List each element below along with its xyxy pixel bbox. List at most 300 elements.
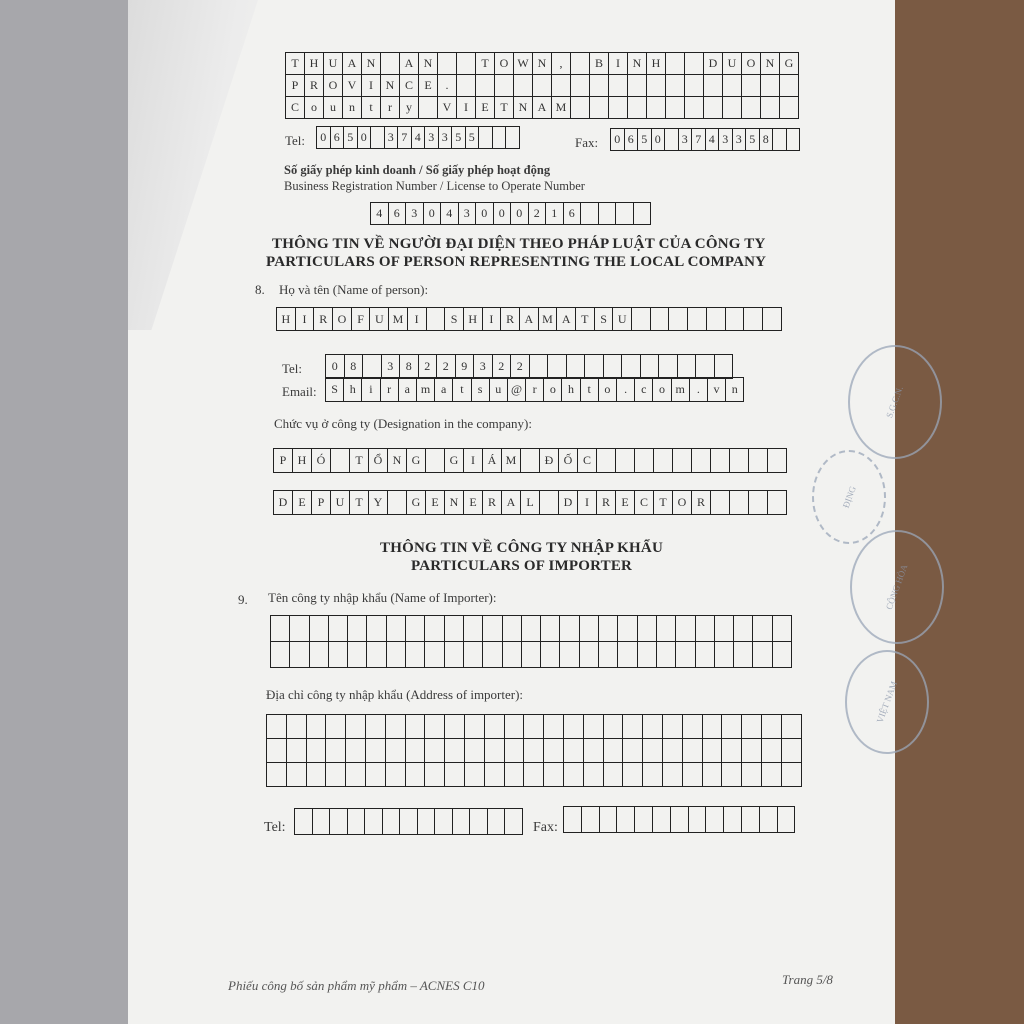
form-cell (532, 74, 552, 97)
form-cell: o (304, 96, 324, 119)
form-cell[interactable] (345, 714, 366, 739)
form-cell (786, 128, 801, 151)
form-cell[interactable] (286, 714, 307, 739)
form-cell: h (561, 377, 580, 402)
form-cell: G (406, 490, 426, 515)
form-cell[interactable] (622, 762, 643, 787)
form-cell (456, 74, 476, 97)
form-cell[interactable] (702, 762, 723, 787)
form-cell[interactable] (656, 641, 676, 668)
form-cell[interactable] (637, 615, 657, 642)
form-cell[interactable] (386, 641, 406, 668)
form-cell: A (399, 52, 419, 75)
form-cell[interactable] (563, 806, 582, 833)
form-cell: 3 (458, 202, 477, 225)
form-cell[interactable] (502, 615, 522, 642)
form-cell: 2 (418, 354, 438, 379)
form-cell[interactable] (581, 806, 600, 833)
form-cell: N (444, 490, 464, 515)
form-cell[interactable] (705, 806, 724, 833)
form-cell (741, 74, 761, 97)
form-cell: 5 (451, 126, 466, 149)
form-cell (772, 128, 787, 151)
form-cell: A (556, 307, 576, 331)
form-cell: m (671, 377, 690, 402)
form-cell[interactable] (469, 808, 488, 835)
form-cell: 4 (440, 202, 459, 225)
form-cell[interactable] (325, 762, 346, 787)
form-cell (426, 307, 446, 331)
form-cell[interactable] (504, 762, 525, 787)
form-cell[interactable] (266, 738, 287, 763)
form-cell (492, 126, 507, 149)
form-cell: r (380, 377, 399, 402)
form-cell: h (343, 377, 362, 402)
form-cell[interactable] (309, 641, 329, 668)
form-cell[interactable] (405, 738, 426, 763)
form-cell: Á (482, 448, 502, 473)
person-tel-label: Tel: (282, 361, 303, 376)
form-cell[interactable] (761, 762, 782, 787)
form-cell: Đ (539, 448, 559, 473)
form-cell[interactable] (563, 738, 584, 763)
desk-background-left (0, 0, 140, 1024)
form-cell: 3 (678, 128, 693, 151)
form-cell[interactable] (266, 714, 287, 739)
form-cell[interactable] (702, 714, 723, 739)
form-cell: O (323, 74, 343, 97)
form-cell: 0 (493, 202, 512, 225)
form-cell[interactable] (603, 762, 624, 787)
form-cell[interactable] (642, 762, 663, 787)
form-cell[interactable] (662, 762, 683, 787)
form-cell[interactable] (309, 615, 329, 642)
form-cell[interactable] (365, 738, 386, 763)
form-cell[interactable] (325, 714, 346, 739)
form-cell[interactable] (504, 714, 525, 739)
form-cell[interactable] (347, 808, 366, 835)
form-cell (646, 96, 666, 119)
form-cell (684, 96, 704, 119)
company-address-grid (285, 52, 798, 118)
form-cell: I (577, 490, 597, 515)
form-cell: C (399, 74, 419, 97)
form-cell[interactable] (642, 714, 663, 739)
form-cell[interactable] (523, 762, 544, 787)
form-cell: P (273, 448, 293, 473)
form-cell[interactable] (504, 808, 523, 835)
form-cell: O (332, 307, 352, 331)
form-cell[interactable] (424, 615, 444, 642)
form-cell: I (608, 52, 628, 75)
desk-background-right (884, 0, 1024, 1024)
form-cell[interactable] (741, 738, 762, 763)
form-cell[interactable] (345, 738, 366, 763)
form-cell[interactable] (312, 808, 331, 835)
form-cell[interactable] (617, 615, 637, 642)
form-cell[interactable] (306, 762, 327, 787)
form-cell (760, 96, 780, 119)
form-cell: U (323, 52, 343, 75)
form-cell[interactable] (405, 762, 426, 787)
form-cell[interactable] (559, 615, 579, 642)
form-cell[interactable] (781, 738, 802, 763)
form-cell: n (342, 96, 362, 119)
form-cell: 6 (388, 202, 407, 225)
footer-document-title: Phiếu công bố sản phẩm mỹ phẩm – ACNES C10 (228, 978, 485, 993)
form-cell: , (551, 52, 571, 75)
form-cell[interactable] (385, 762, 406, 787)
form-cell: G (444, 448, 464, 473)
form-cell: m (416, 377, 435, 402)
form-cell[interactable] (504, 738, 525, 763)
form-cell (631, 307, 651, 331)
importer-name-label: Tên công ty nhập khẩu (Name of Importer): (268, 590, 497, 605)
form-cell (741, 96, 761, 119)
form-cell (603, 354, 623, 379)
form-cell (710, 448, 730, 473)
form-cell[interactable] (622, 714, 643, 739)
form-cell: H (463, 307, 483, 331)
stamp-seal-2-text: ĐỊNG (840, 484, 858, 510)
form-cell[interactable] (365, 714, 386, 739)
form-cell[interactable] (444, 641, 464, 668)
form-cell[interactable] (464, 714, 485, 739)
form-cell[interactable] (286, 762, 307, 787)
form-cell[interactable] (424, 738, 445, 763)
form-cell[interactable] (543, 762, 564, 787)
form-cell[interactable] (452, 808, 471, 835)
form-cell (714, 354, 734, 379)
form-cell (596, 448, 616, 473)
form-cell: P (285, 74, 305, 97)
form-cell[interactable] (286, 738, 307, 763)
form-cell[interactable] (598, 615, 618, 642)
form-cell[interactable] (523, 738, 544, 763)
form-cell (684, 74, 704, 97)
importer-fax-grid[interactable] (563, 806, 794, 832)
form-cell[interactable] (325, 738, 346, 763)
form-cell (640, 354, 660, 379)
form-cell (665, 74, 685, 97)
form-cell[interactable] (487, 808, 506, 835)
form-cell[interactable] (463, 615, 483, 642)
form-cell[interactable] (484, 714, 505, 739)
form-cell (729, 490, 749, 515)
form-cell: M (538, 307, 558, 331)
form-cell[interactable] (366, 641, 386, 668)
form-cell: S (594, 307, 614, 331)
form-cell[interactable] (617, 641, 637, 668)
form-cell[interactable] (405, 714, 426, 739)
form-cell[interactable] (702, 738, 723, 763)
form-cell[interactable] (543, 738, 564, 763)
form-cell[interactable] (695, 615, 715, 642)
form-cell[interactable] (289, 615, 309, 642)
form-cell[interactable] (733, 615, 753, 642)
form-cell: I (463, 448, 483, 473)
form-cell[interactable] (634, 806, 653, 833)
form-cell[interactable] (662, 714, 683, 739)
form-cell (650, 307, 670, 331)
form-cell: T (285, 52, 305, 75)
form-cell (621, 354, 641, 379)
form-cell: 5 (343, 126, 358, 149)
form-cell[interactable] (270, 641, 290, 668)
form-cell: o (652, 377, 671, 402)
importer-name-grid (270, 615, 791, 667)
form-cell[interactable] (714, 615, 734, 642)
form-cell: E (475, 96, 495, 119)
form-cell (370, 126, 385, 149)
form-cell (672, 448, 692, 473)
form-cell[interactable] (675, 615, 695, 642)
form-cell[interactable] (670, 806, 689, 833)
form-cell[interactable] (583, 714, 604, 739)
form-cell[interactable] (345, 762, 366, 787)
form-cell[interactable] (652, 806, 671, 833)
form-cell: 3 (473, 354, 493, 379)
form-cell (570, 74, 590, 97)
form-cell (478, 126, 493, 149)
form-cell: . (616, 377, 635, 402)
form-cell[interactable] (656, 615, 676, 642)
form-cell[interactable] (761, 714, 782, 739)
form-cell[interactable] (741, 806, 760, 833)
form-cell[interactable] (386, 615, 406, 642)
form-cell: 0 (325, 354, 345, 379)
form-cell: 0 (510, 202, 529, 225)
form-cell (646, 74, 666, 97)
form-cell: O (494, 52, 514, 75)
form-cell: I (295, 307, 315, 331)
form-cell[interactable] (662, 738, 683, 763)
form-cell: U (722, 52, 742, 75)
form-cell: A (342, 52, 362, 75)
form-cell[interactable] (484, 762, 505, 787)
form-cell[interactable] (463, 641, 483, 668)
form-cell[interactable] (540, 641, 560, 668)
business-registration-grid (370, 202, 650, 224)
form-cell[interactable] (405, 641, 425, 668)
form-cell[interactable] (603, 738, 624, 763)
designation-en-grid (273, 490, 786, 514)
form-cell[interactable] (695, 641, 715, 668)
form-cell[interactable] (781, 714, 802, 739)
form-cell[interactable] (642, 738, 663, 763)
form-cell[interactable] (741, 714, 762, 739)
form-cell (634, 448, 654, 473)
form-cell: V (437, 96, 457, 119)
stamp-seal-4 (845, 650, 929, 754)
form-cell (722, 96, 742, 119)
form-cell[interactable] (622, 738, 643, 763)
form-cell[interactable] (721, 762, 742, 787)
form-cell (437, 52, 457, 75)
form-cell: 0 (316, 126, 331, 149)
form-cell[interactable] (484, 738, 505, 763)
form-cell: A (519, 307, 539, 331)
form-cell (608, 96, 628, 119)
form-cell[interactable] (733, 641, 753, 668)
form-cell[interactable] (616, 806, 635, 833)
form-cell: S (444, 307, 464, 331)
form-cell (475, 74, 495, 97)
form-cell (743, 307, 763, 331)
form-cell[interactable] (637, 641, 657, 668)
form-cell: o (598, 377, 617, 402)
form-cell[interactable] (752, 615, 772, 642)
form-cell[interactable] (772, 641, 792, 668)
form-cell[interactable] (688, 806, 707, 833)
form-cell[interactable] (482, 615, 502, 642)
form-cell[interactable] (540, 615, 560, 642)
form-cell[interactable] (723, 806, 742, 833)
form-cell[interactable] (781, 762, 802, 787)
form-cell[interactable] (559, 641, 579, 668)
form-cell[interactable] (347, 615, 367, 642)
form-cell: @ (507, 377, 526, 402)
form-cell: 6 (330, 126, 345, 149)
stamp-seal-1-text: S.G.C.N. (884, 384, 906, 420)
form-cell[interactable] (752, 641, 772, 668)
form-cell[interactable] (721, 714, 742, 739)
form-cell[interactable] (444, 615, 464, 642)
form-cell[interactable] (417, 808, 436, 835)
form-cell[interactable] (579, 641, 599, 668)
form-cell[interactable] (714, 641, 734, 668)
form-cell[interactable] (675, 641, 695, 668)
importer-tel-grid[interactable] (294, 808, 522, 834)
form-cell[interactable] (521, 641, 541, 668)
form-cell[interactable] (464, 762, 485, 787)
form-cell[interactable] (365, 762, 386, 787)
form-cell[interactable] (444, 762, 465, 787)
person-name-grid (276, 307, 781, 330)
form-cell: 1 (545, 202, 564, 225)
form-cell[interactable] (364, 808, 383, 835)
form-cell[interactable] (543, 714, 564, 739)
form-cell[interactable] (502, 641, 522, 668)
form-cell: 9 (455, 354, 475, 379)
form-cell[interactable] (328, 641, 348, 668)
form-cell (456, 52, 476, 75)
form-cell[interactable] (521, 615, 541, 642)
form-cell: N (380, 74, 400, 97)
form-cell[interactable] (434, 808, 453, 835)
form-cell: 4 (705, 128, 720, 151)
importer-address-label: Địa chỉ công ty nhập khẩu (Address of importer): (266, 687, 524, 702)
form-cell: H (292, 448, 312, 473)
form-cell: c (634, 377, 653, 402)
form-cell (691, 448, 711, 473)
form-cell[interactable] (289, 641, 309, 668)
form-cell: N (760, 52, 780, 75)
form-cell[interactable] (682, 762, 703, 787)
form-cell: 7 (397, 126, 412, 149)
form-cell[interactable] (741, 762, 762, 787)
form-cell[interactable] (682, 738, 703, 763)
form-cell: Ố (558, 448, 578, 473)
form-cell[interactable] (306, 714, 327, 739)
form-cell[interactable] (761, 738, 782, 763)
form-cell: u (489, 377, 508, 402)
form-cell[interactable] (347, 641, 367, 668)
form-cell[interactable] (424, 714, 445, 739)
form-cell (706, 307, 726, 331)
form-cell[interactable] (399, 808, 418, 835)
form-cell[interactable] (294, 808, 313, 835)
form-cell[interactable] (599, 806, 618, 833)
form-cell[interactable] (306, 738, 327, 763)
form-cell[interactable] (523, 714, 544, 739)
form-cell (627, 96, 647, 119)
form-cell[interactable] (759, 806, 778, 833)
form-cell[interactable] (266, 762, 287, 787)
form-cell[interactable] (563, 714, 584, 739)
form-cell[interactable] (583, 738, 604, 763)
form-cell: I (482, 307, 502, 331)
stamp-seal-3-text: CỘNG HÒA (884, 563, 910, 611)
form-cell[interactable] (444, 714, 465, 739)
form-cell (703, 74, 723, 97)
form-cell[interactable] (482, 641, 502, 668)
form-cell[interactable] (385, 738, 406, 763)
form-cell: N (627, 52, 647, 75)
form-cell[interactable] (583, 762, 604, 787)
form-cell[interactable] (424, 762, 445, 787)
form-cell: 3 (732, 128, 747, 151)
form-cell[interactable] (405, 615, 425, 642)
form-cell[interactable] (382, 808, 401, 835)
form-cell (762, 307, 782, 331)
form-cell: t (580, 377, 599, 402)
form-cell: a (398, 377, 417, 402)
item-9-number: 9. (238, 592, 248, 607)
form-cell[interactable] (366, 615, 386, 642)
form-cell: u (323, 96, 343, 119)
form-cell: 6 (563, 202, 582, 225)
form-cell[interactable] (603, 714, 624, 739)
form-cell[interactable] (579, 615, 599, 642)
form-cell: R (500, 307, 520, 331)
form-cell: Ổ (368, 448, 388, 473)
form-cell (362, 354, 382, 379)
importer-title-en: PARTICULARS OF IMPORTER (411, 558, 633, 574)
form-cell: Ó (311, 448, 331, 473)
stamp-seal-1 (848, 345, 942, 459)
form-cell: M (501, 448, 521, 473)
form-cell[interactable] (385, 714, 406, 739)
form-cell[interactable] (270, 615, 290, 642)
form-cell[interactable] (772, 615, 792, 642)
form-cell[interactable] (682, 714, 703, 739)
form-cell[interactable] (424, 641, 444, 668)
form-cell[interactable] (464, 738, 485, 763)
form-cell: 2 (510, 354, 530, 379)
form-cell: I (456, 96, 476, 119)
form-cell[interactable] (444, 738, 465, 763)
form-cell[interactable] (721, 738, 742, 763)
form-cell[interactable] (777, 806, 796, 833)
form-cell[interactable] (563, 762, 584, 787)
form-cell (627, 74, 647, 97)
form-cell: 0 (357, 126, 372, 149)
form-cell[interactable] (598, 641, 618, 668)
form-cell[interactable] (328, 615, 348, 642)
form-cell: I (407, 307, 427, 331)
form-cell[interactable] (329, 808, 348, 835)
